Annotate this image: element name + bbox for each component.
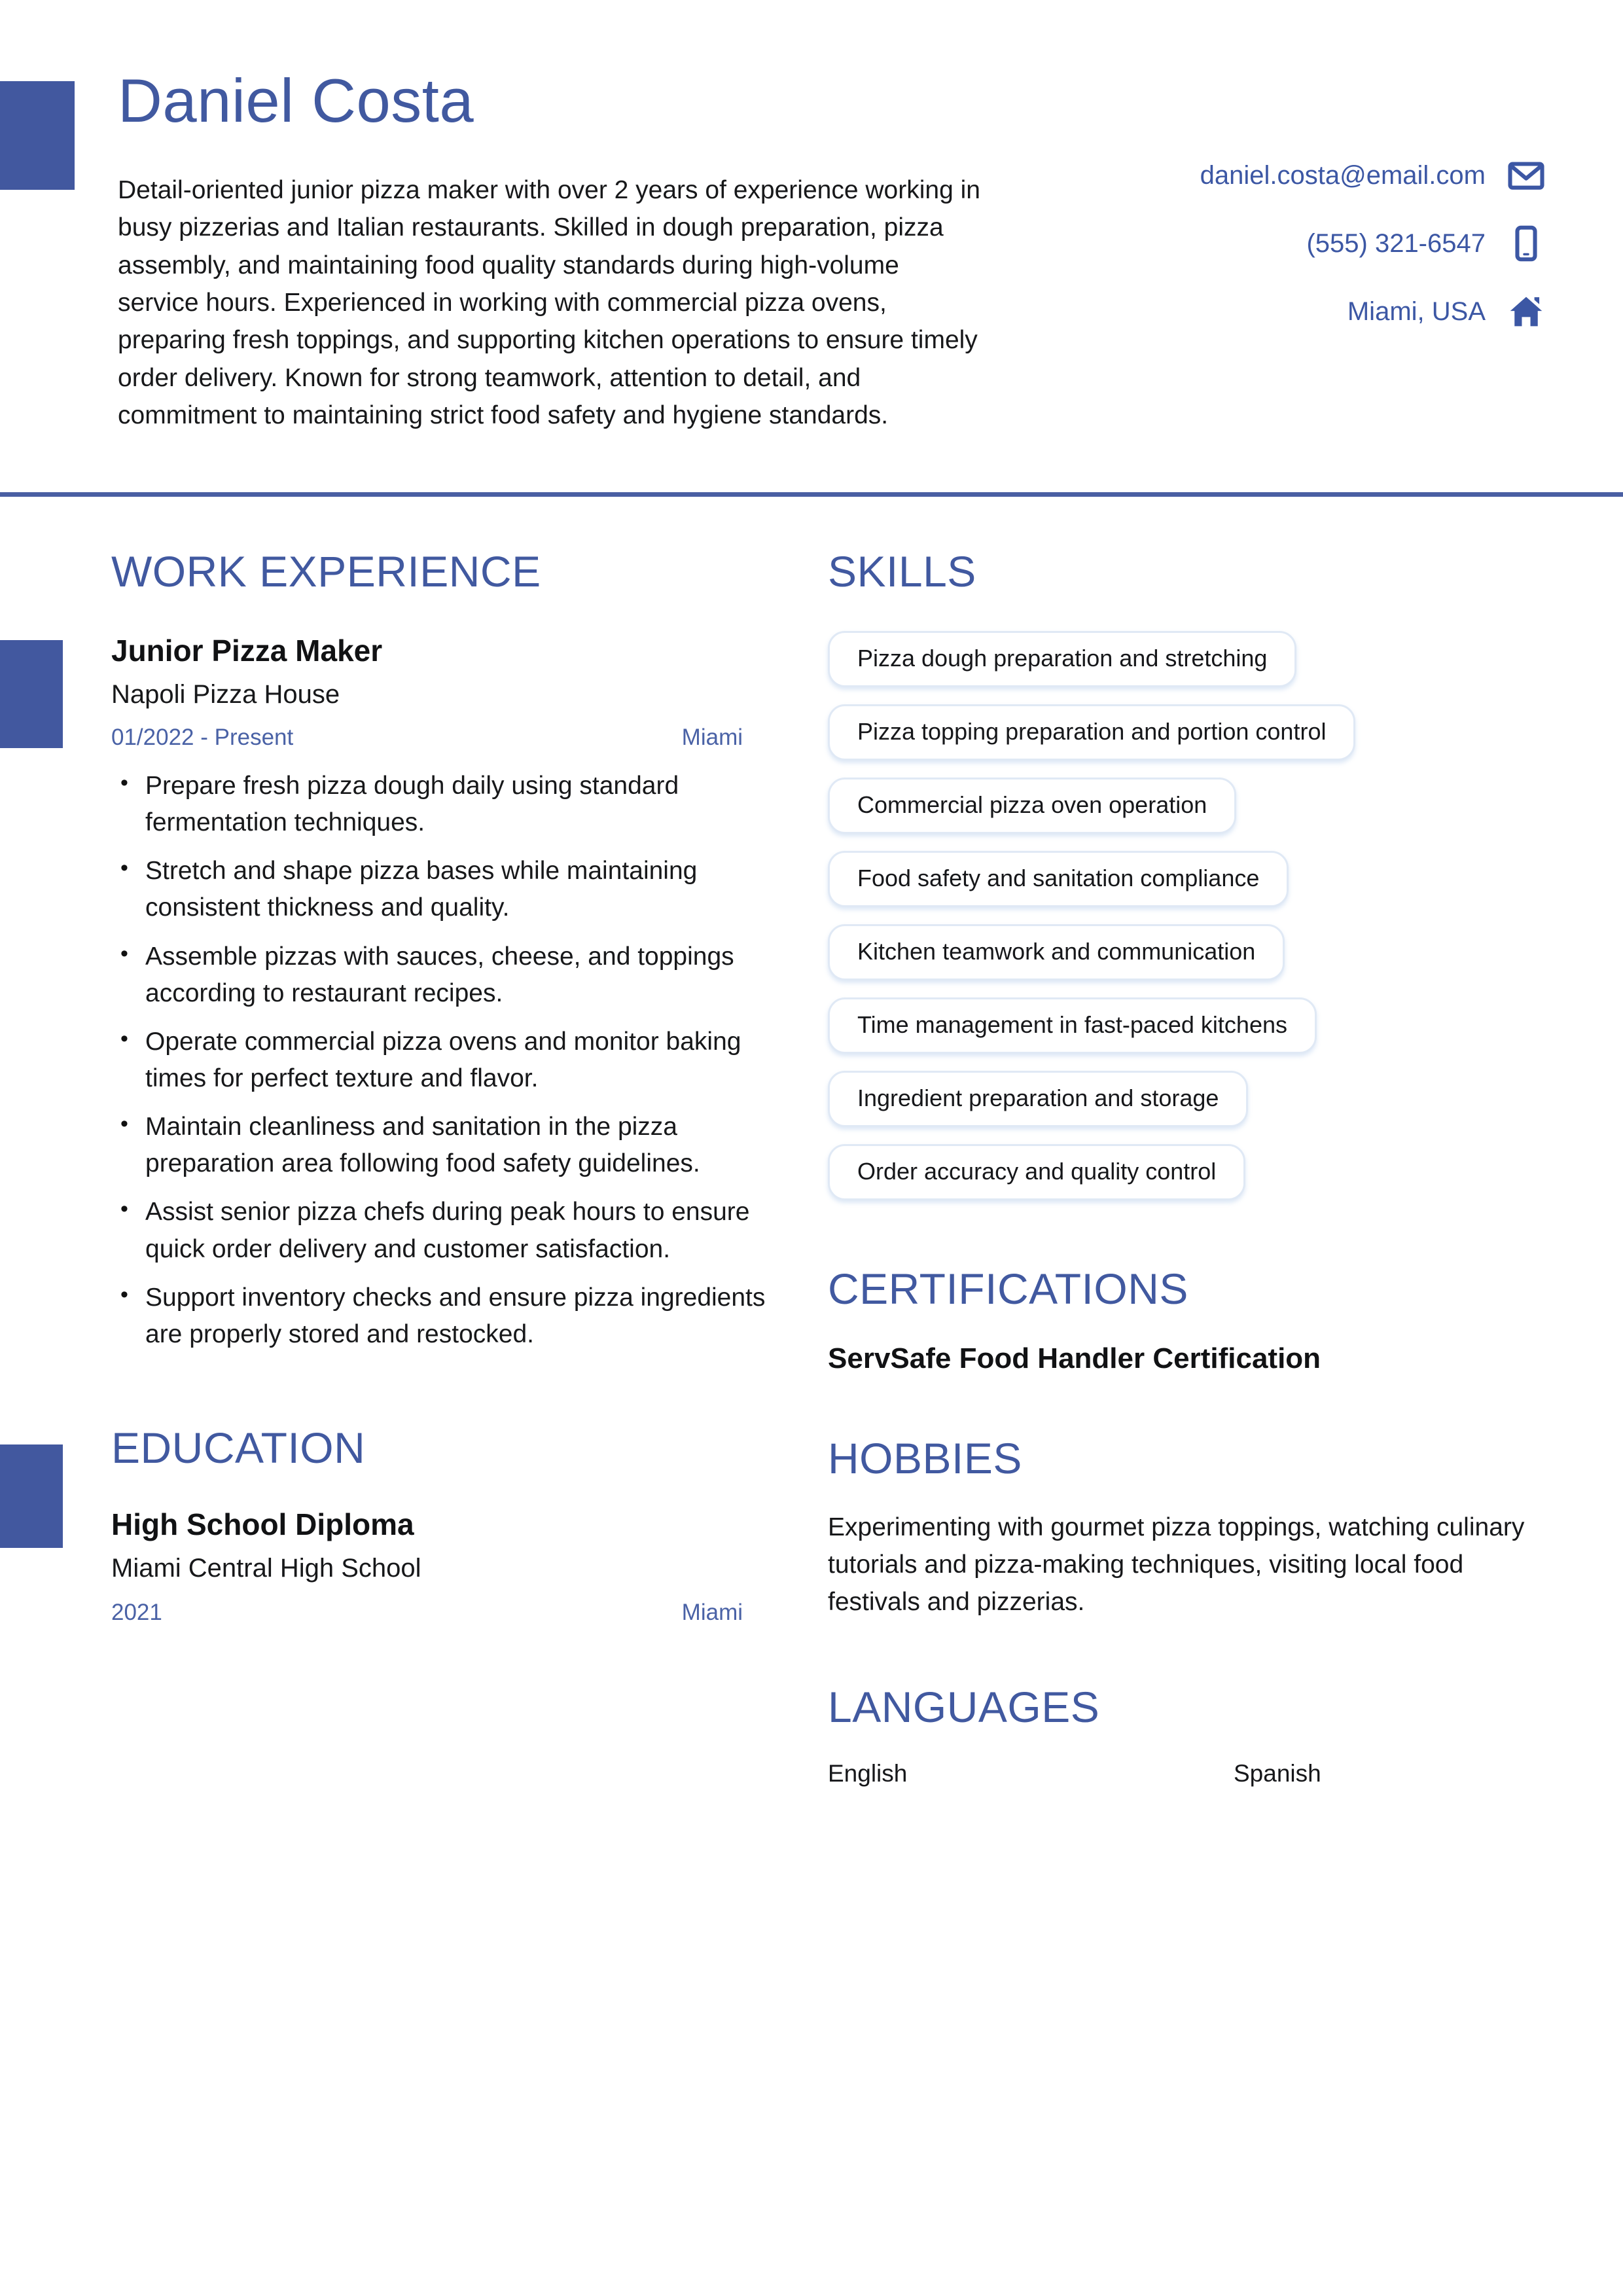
mobile-phone-icon <box>1508 225 1544 262</box>
job-dates: 01/2022 - Present <box>111 724 294 750</box>
resume-header <box>0 0 1623 495</box>
job-responsibilities <box>111 768 772 1353</box>
language-item: English <box>828 1759 908 1787</box>
professional-summary: Detail-oriented junior pizza maker with over 2 years of experience working in busy pizzerias and Italian restaurants. Skilled in dough preparation, pizza assembly, and maintaining food quality standards during high-volume service hours. Experienced in working with commercial pizza ovens, preparing fresh toppings, and supporting kitchen operations to ensure timely order delivery. Known for strong teamwork, attention to detail, and commitment to maintaining strict food safety and hygiene standards. <box>118 176 980 429</box>
phone-value: (555) 321-6547 <box>1306 228 1486 258</box>
education-degree: High School Diploma <box>111 1507 414 1542</box>
education-location: Miami <box>681 1599 743 1625</box>
list-item: • Operate commercial pizza ovens and monitor baking times for perfect texture and flavor. <box>145 1024 772 1097</box>
hobbies-text: Experimenting with gourmet pizza toppings, watching culinary tutorials and pizza-making techniques, visiting local food festivals and pizzerias. <box>828 1513 1525 1617</box>
contact-row-phone[interactable] <box>1306 225 1544 262</box>
languages-section <box>828 1682 1561 1787</box>
list-item: • Stretch and shape pizza bases while maintaining consistent thickness and quality. <box>145 853 772 926</box>
skill-tag: Kitchen teamwork and communication <box>828 924 1285 980</box>
job-company: Napoli Pizza House <box>111 679 340 709</box>
language-item: Spanish <box>1234 1759 1321 1787</box>
work-entry-accent-block <box>0 640 63 748</box>
skill-tag: Pizza topping preparation and portion control <box>828 704 1355 761</box>
candidate-name: Daniel Costa <box>118 66 474 135</box>
home-icon <box>1508 293 1544 330</box>
list-item: • Maintain cleanliness and sanitation in the pizza preparation area following food safety guidelines. <box>145 1109 772 1182</box>
list-item: • Support inventory checks and ensure pizza ingredients are properly stored and restocked. <box>145 1280 772 1353</box>
list-item: • Prepare fresh pizza dough daily using standard fermentation techniques. <box>145 768 772 841</box>
work-experience-section <box>111 547 772 1353</box>
skills-heading: SKILLS <box>828 547 976 596</box>
list-item: • Assemble pizzas with sauces, cheese, and toppings according to restaurant recipes. <box>145 939 772 1012</box>
languages-list <box>828 1760 1561 1787</box>
header-divider <box>0 492 1623 497</box>
skill-tag: Pizza dough preparation and stretching <box>828 631 1296 687</box>
work-entry-0 <box>111 634 772 1353</box>
skill-tag: Food safety and sanitation compliance <box>828 851 1289 907</box>
education-school: Miami Central High School <box>111 1553 421 1583</box>
list-item: • Assist senior pizza chefs during peak hours to ensure quick order delivery and customer satisfaction. <box>145 1194 772 1267</box>
languages-heading: LANGUAGES <box>828 1682 1100 1731</box>
email-value: daniel.costa@email.com <box>1200 160 1486 190</box>
skill-tag: Time management in fast-paced kitchens <box>828 997 1317 1054</box>
work-experience-heading: WORK EXPERIENCE <box>111 547 541 596</box>
education-entry-accent-block <box>0 1444 63 1548</box>
contact-row-location[interactable] <box>1347 293 1544 330</box>
right-column <box>828 547 1561 1787</box>
education-entry-0 <box>111 1507 772 1626</box>
education-section <box>111 1426 772 1626</box>
skills-section <box>828 547 1561 1200</box>
left-column <box>111 547 772 1626</box>
contact-info <box>1200 157 1544 330</box>
location-value: Miami, USA <box>1347 296 1486 326</box>
certifications-section <box>828 1267 1561 1376</box>
skill-tag: Commercial pizza oven operation <box>828 778 1236 834</box>
education-dates: 2021 <box>111 1599 162 1625</box>
certification-item: ServSafe Food Handler Certification <box>828 1342 1321 1374</box>
education-heading: EDUCATION <box>111 1424 366 1473</box>
contact-row-email[interactable] <box>1200 157 1544 194</box>
job-location: Miami <box>681 724 743 750</box>
skills-list <box>828 631 1561 1200</box>
envelope-icon <box>1508 157 1544 194</box>
hobbies-heading: HOBBIES <box>828 1433 1022 1482</box>
certifications-heading: CERTIFICATIONS <box>828 1265 1188 1313</box>
skill-tag: Ingredient preparation and storage <box>828 1071 1248 1127</box>
skill-tag: Order accuracy and quality control <box>828 1144 1245 1200</box>
job-meta <box>111 725 743 751</box>
education-meta <box>111 1600 743 1626</box>
job-position: Junior Pizza Maker <box>111 634 383 668</box>
hobbies-section <box>828 1433 1561 1621</box>
